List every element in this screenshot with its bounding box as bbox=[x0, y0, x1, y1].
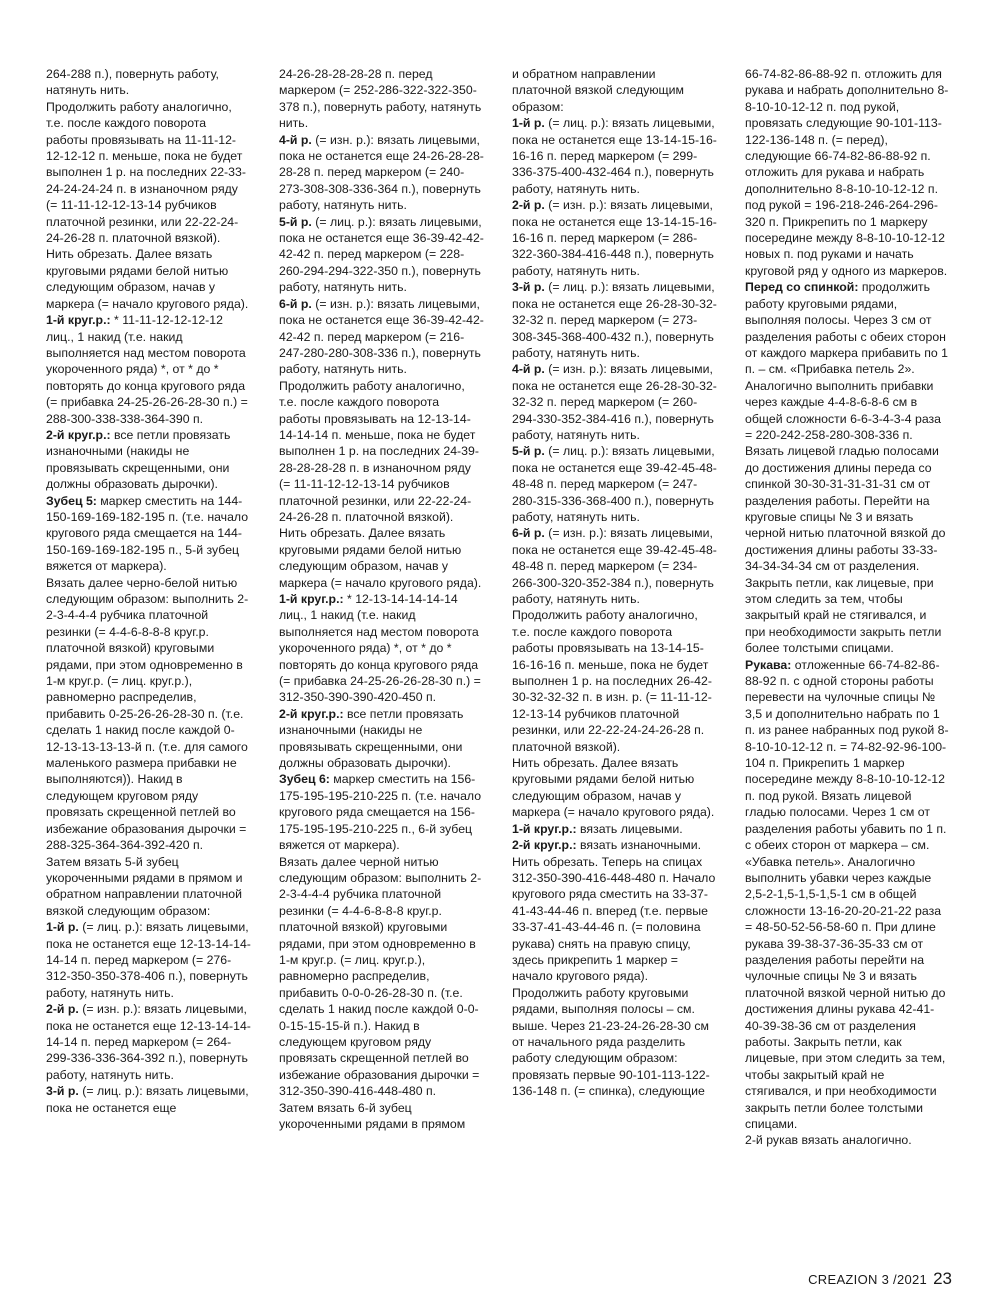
paragraph bbox=[512, 607, 717, 755]
paragraph bbox=[46, 1001, 251, 1083]
paragraph-heading: 4-й р. bbox=[279, 132, 312, 147]
text-columns bbox=[46, 66, 951, 1266]
paragraph-heading: 5-й р. bbox=[512, 444, 545, 459]
paragraph-text: (= лиц. р.): вязать лицевыми, пока не останется еще 13-14-15-16-16-16 п. перед маркером (= 299-336-375-400-432-464 п.), повернуть работу, натянуть нить. bbox=[512, 116, 717, 196]
paragraph-heading: 1-й р. bbox=[512, 116, 545, 131]
paragraph bbox=[46, 427, 251, 493]
paragraph-text: (= изн. р.): вязать лицевыми, пока не останется еще 24-26-28-28-28-28 п. перед маркером (= 240-273-308-308-336-364 п.), повернуть работу, натянуть нить. bbox=[279, 132, 484, 213]
paragraph bbox=[279, 706, 484, 772]
paragraph bbox=[512, 985, 717, 1100]
paragraph-text: маркер сместить на 144-150-169-169-182-195 п. (т.е. начало кругового ряда смещается на 144-150-169-169-182-195 п., 5-й зубец вяжется от маркера). bbox=[46, 493, 249, 574]
paragraph-text: Затем вязать 5-й зубец укороченными рядами в прямом и обратном направлении платочной вязкой следующим образом: bbox=[46, 854, 243, 918]
paragraph-text: маркер сместить на 156-175-195-195-210-225 п. (т.е. начало кругового ряда смещается на 156-175-195-195-210-225 п., 6-й зубец вяжется от маркера). bbox=[279, 772, 482, 853]
magazine-issue: CREAZION 3 /2021 bbox=[808, 1272, 928, 1287]
paragraph-heading: Зубец 5: bbox=[46, 493, 97, 508]
text-column-3 bbox=[512, 66, 717, 1100]
paragraph-text: * 12-13-14-14-14-14 лиц., 1 накид (т.е. накид выполняется над местом поворота укороченного ряда) *, от * до * повторять до конца кругового ряда (= прибавка 24-25-26-26-28-30 п.) = 312-350-390-390-420-450 п. bbox=[279, 592, 481, 705]
paragraph bbox=[512, 279, 717, 361]
paragraph bbox=[46, 575, 251, 854]
paragraph-text: (= лиц. р.): вязать лицевыми, пока не останется еще 36-39-42-42-42-42 п. перед маркером (= 228-260-294-294-322-350 п.), повернуть работу, натянуть нить. bbox=[279, 214, 484, 295]
paragraph-heading: 3-й р. bbox=[512, 280, 545, 295]
paragraph bbox=[46, 1083, 251, 1116]
paragraph-text: 66-74-82-86-88-92 п. отложить для рукава и набрать дополнительно 8-8-10-10-12-12 п. под рукой, провязать следующие 90-101-113-122-136-148 п. (= перед), следующие 66-74-82-86-88-92 п. отложить для рукава и набрать дополнительно 8-8-10-10-12-12 п. под рукой = 196-218-246-264-296-320 п. Прикрепить по 1 маркеру посередине между 8-8-10-10-12-12 новых п. под руками и начать круговой ряд у одного из маркеров. bbox=[745, 67, 949, 278]
text-column-2 bbox=[279, 66, 484, 1132]
paragraph-text: (= лиц. р.): вязать лицевыми, пока не останется еще bbox=[46, 1084, 249, 1115]
paragraph-heading: 2-й круг.р.: bbox=[512, 838, 577, 853]
paragraph bbox=[745, 66, 950, 279]
paragraph bbox=[745, 657, 950, 1133]
paragraph bbox=[279, 854, 484, 1100]
paragraph-text: Нить обрезать. Далее вязать круговыми рядами белой нитью следующим образом, начав у маркера (= начало кругового ряда). bbox=[46, 247, 249, 311]
text-column-1 bbox=[46, 66, 251, 1116]
paragraph bbox=[512, 66, 717, 115]
paragraph-text: Продолжить работу аналогично, т.е. после каждого поворота работы провязывать на 12-13-14-14-14-14 п. меньше, пока не будет выполнен 1 р. на последних 24-39-28-28-28-28 п. в изнаночном ряду (= 11-11-12-12-13-14 рубчиков платочной резинки, или 22-22-24-24-26-28 п. платочной вязкой). bbox=[279, 378, 479, 524]
paragraph-text: все петли провязать изнаночными (накиды не провязывать скрещенными, они должны образовать дырочки). bbox=[46, 427, 231, 492]
paragraph bbox=[279, 525, 484, 591]
paragraph-text: вязать лицевыми. bbox=[576, 821, 683, 836]
paragraph bbox=[512, 443, 717, 525]
paragraph bbox=[745, 1132, 950, 1148]
paragraph-heading: 4-й р. bbox=[512, 362, 545, 377]
paragraph bbox=[279, 66, 484, 132]
paragraph-text: Нить обрезать. Далее вязать круговыми рядами белой нитью следующим образом, начав у маркера (= начало кругового ряда). bbox=[512, 756, 715, 820]
paragraph-text: (= изн. р.): вязать лицевыми, пока не останется еще 13-14-15-16-16-16 п. перед маркером (= 286-322-360-384-416-448 п.), повернуть работу, натянуть нить. bbox=[512, 198, 717, 278]
paragraph-text: 2-й рукав вязать аналогично. bbox=[745, 1133, 912, 1148]
paragraph-heading: Перед со спинкой: bbox=[745, 280, 859, 295]
paragraph-text: (= изн. р.): вязать лицевыми, пока не останется еще 36-39-42-42-42-42 п. перед маркером (= 216-247-280-280-308-336 п.), повернуть работу, натянуть нить. bbox=[279, 296, 484, 377]
paragraph bbox=[46, 919, 251, 1001]
paragraph bbox=[512, 854, 717, 985]
paragraph-text: (= изн. р.): вязать лицевыми, пока не останется еще 39-42-45-48-48-48 п. перед маркером (= 234-266-300-320-352-384 п.), повернуть работу, натянуть нить. bbox=[512, 526, 717, 606]
paragraph-heading: 6-й р. bbox=[279, 296, 312, 311]
paragraph-heading: 2-й р. bbox=[46, 1002, 79, 1017]
paragraph-heading: Зубец 6: bbox=[279, 772, 330, 787]
paragraph-text: (= лиц. р.): вязать лицевыми, пока не останется еще 26-28-30-32-32-32 п. перед маркером (= 273-308-345-368-400-432 п.), повернуть работу, натянуть нить. bbox=[512, 280, 717, 360]
paragraph-text: Продолжить работу аналогично, т.е. после каждого поворота работы провязывать на 11-11-12-12-12-12 п. меньше, пока не будет выполнен 1 р. на последних 22-33-24-24-24-24 п. в изнаночном ряду (= 11-11-12-12-13-14 рубчиков платочной резинки, или 22-22-24-24-26-28 п. платочной вязкой). bbox=[46, 99, 246, 246]
paragraph-text: Продолжить работу аналогично, т.е. после каждого поворота работы провязывать на 13-14-15-16-16-16 п. меньше, пока не будет выполнен 1 р. на последних 26-42-30-32-32-32 п. в изн. р. (= 11-11-12-12-13-14 рубчиков платочной резинки, или 22-22-24-24-26-28 п. платочной вязкой). bbox=[512, 608, 712, 754]
paragraph-text: (= изн. р.): вязать лицевыми, пока не останется еще 12-13-14-14-14-14 п. перед маркером (= 264-299-336-336-364-392 п.), повернуть работу, натянуть нить. bbox=[46, 1002, 251, 1082]
paragraph-text: (= изн. р.): вязать лицевыми, пока не останется еще 26-28-30-32-32-32 п. перед маркером (= 260-294-330-352-384-416 п.), повернуть работу, натянуть нить. bbox=[512, 362, 717, 442]
paragraph bbox=[745, 279, 950, 656]
paragraph bbox=[279, 771, 484, 853]
paragraph-text: все петли провязать изнаночными (накиды не провязывать скрещенными, они должны образовать дырочки). bbox=[279, 706, 464, 771]
paragraph bbox=[512, 821, 717, 837]
paragraph bbox=[512, 837, 717, 853]
paragraph bbox=[512, 525, 717, 607]
paragraph bbox=[279, 378, 484, 526]
paragraph-heading: 3-й р. bbox=[46, 1084, 79, 1099]
paragraph bbox=[46, 854, 251, 920]
paragraph bbox=[512, 197, 717, 279]
paragraph-text: Затем вязать 6-й зубец укороченными рядами в прямом bbox=[279, 1100, 466, 1131]
paragraph-text: * 11-11-12-12-12-12 лиц., 1 накид (т.е. накид выполняется над местом поворота укороченного ряда) *, от * до * повторять до конца кругового ряда (= прибавка 24-25-26-26-28-30 п.) = 288-300-338-338-364-390 п. bbox=[46, 313, 248, 426]
paragraph-heading: 2-й круг.р.: bbox=[46, 427, 111, 442]
paragraph-text: и обратном направлении платочной вязкой следующим образом: bbox=[512, 67, 685, 114]
paragraph-text: отложенные 66-74-82-86-88-92 п. с одной стороны работы перевести на чулочные спицы № 3,5 и дополнительно набрать по 1 п. из ранее набранных под рукой 8-8-10-10-12-12 п. = 74-82-92-96-100-104 п. Прикрепить 1 маркер посередине между 8-8-10-10-12-12 п. под рукой. Вязать лицевой гладью полосами. Через 1 см от разделения работы убавить по 1 п. с обеих сторон от маркера – см. «Убавка петель». Аналогично выполнить убавки через каждые 2,5-2-1,5-1,5-1,5-1 см в общей сложности 13-16-20-20-21-22 раза = 48-50-52-56-58-60 п. При длине рукава 39-38-37-36-35-33 см от разделения работы перейти на чулочные спицы № 3 и вязать платочной вязкой черной нитью до достижения длины рукава 42-41-40-39-38-36 см от разделения работы. Закрыть петли, как лицевые, при этом следить за тем, чтобы закрытый край не стягивался, и при необходимости закрыть петли более толстыми спицами. bbox=[745, 657, 949, 1131]
paragraph-text: 264-288 п.), повернуть работу, натянуть нить. bbox=[46, 67, 219, 98]
paragraph bbox=[512, 755, 717, 821]
paragraph bbox=[512, 115, 717, 197]
paragraph-heading: 1-й р. bbox=[46, 920, 79, 935]
paragraph bbox=[279, 591, 484, 706]
paragraph-text: Продолжить работу круговыми рядами, выполняя полосы – см. выше. Через 21-23-24-26-28-30 см от начального ряда разделить работу следующим образом: провязать первые 90-101-113-122-136-148 п. (= спинка), следующие bbox=[512, 985, 710, 1099]
text-column-4 bbox=[745, 66, 950, 1149]
paragraph bbox=[46, 66, 251, 99]
paragraph-heading: Рукава: bbox=[745, 657, 792, 672]
paragraph-text: Вязать далее черной нитью следующим образом: выполнить 2-2-3-4-4-4 рубчика платочной резинки (= 4-4-6-8-8-8 круг.р. платочной вязкой) круговыми рядами, при этом одновременно в 1-м круг.р. (= лиц. круг.р.), равномерно распределив, прибавить 0-0-0-26-28-30 п. (т.е. сделать 1 накид после каждой 0-0-0-15-15-15-й п.). Накид в следующем круговом ряду провязать скрещенной петлей во избежание образования дырочки = 312-350-390-416-448-480 п. bbox=[279, 854, 482, 1099]
page-footer bbox=[808, 1269, 952, 1289]
paragraph-text: Вязать далее черно-белой нитью следующим образом: выполнить 2-2-3-4-4-4 рубчика платочной резинки (= 4-4-6-8-8-8 круг.р. платочной вязкой) круговыми рядами, при этом одновременно в 1-м круг.р. (= лиц. круг.р.), равномерно распределив, прибавить 0-25-26-26-28-30 п. (т.е. сделать 1 накид после каждой 0-12-13-13-13-13-й п. (т.е. для самого маленького размера прибавки не выполняются)). Накид в следующем круговом ряду провязать скрещенной петлей во избежание образования дырочки = 288-325-364-364-392-420 п. bbox=[46, 575, 249, 853]
paragraph bbox=[279, 214, 484, 296]
paragraph-text: (= лиц. р.): вязать лицевыми, пока не останется еще 12-13-14-14-14-14 п. перед маркером (= 276-312-350-350-378-406 п.), повернуть работу, натянуть нить. bbox=[46, 920, 251, 1000]
page-number: 23 bbox=[933, 1269, 952, 1288]
paragraph-heading: 6-й р. bbox=[512, 526, 545, 541]
paragraph-heading: 1-й круг.р.: bbox=[512, 821, 577, 836]
paragraph bbox=[46, 493, 251, 575]
paragraph-heading: 2-й р. bbox=[512, 198, 545, 213]
paragraph-heading: 1-й круг.р.: bbox=[46, 313, 111, 328]
paragraph bbox=[46, 99, 251, 247]
paragraph-heading: 1-й круг.р.: bbox=[279, 592, 344, 606]
paragraph bbox=[279, 132, 484, 214]
paragraph bbox=[46, 246, 251, 312]
paragraph-text: 24-26-28-28-28-28 п. перед маркером (= 252-286-322-322-350-378 п.), повернуть работу, натянуть нить. bbox=[279, 67, 482, 131]
paragraph bbox=[46, 312, 251, 427]
paragraph-text: продолжить работу круговыми рядами, выполняя полосы. Через 3 см от разделения работы с обеих сторон от каждого маркера прибавить по 1 п. – см. «Прибавка петель 2». Аналогично выполнить прибавки через каждые 4-4-8-6-8-6 см в общей сложности 6-6-3-4-3-4 раза = 220-242-258-280-308-336 п. Вязать лицевой гладью полосами до достижения длины переда со спинкой 30-30-31-31-31-31 см от разделения работы. Перейти на круговые спицы № 3 и вязать черной нитью платочной вязкой до достижения длины работы 33-33-34-34-34-34 см от разделения. Закрыть петли, как лицевые, при этом следить за тем, чтобы закрытый край не стягивался, и при необходимости закрыть петли более толстыми спицами. bbox=[745, 280, 948, 656]
paragraph bbox=[512, 361, 717, 443]
paragraph-text: вязать изнаночными. bbox=[576, 838, 701, 853]
paragraph-heading: 5-й р. bbox=[279, 214, 312, 229]
paragraph-text: Нить обрезать. Далее вязать круговыми рядами белой нитью следующим образом, начав у маркера (= начало кругового ряда). bbox=[279, 526, 482, 590]
paragraph-text: Нить обрезать. Теперь на спицах 312-350-390-416-448-480 п. Начало кругового ряда сместить на 33-37-41-43-44-46 п. вперед (т.е. первые 33-37-41-43-44-46 п. (= половина рукава) снять на правую спицу, здесь прикрепить 1 маркер = начало кругового ряда). bbox=[512, 854, 716, 984]
paragraph bbox=[279, 296, 484, 378]
paragraph-text: (= лиц. р.): вязать лицевыми, пока не останется еще 39-42-45-48-48-48 п. перед маркером (= 247-280-315-336-368-400 п.), повернуть работу, натянуть нить. bbox=[512, 444, 717, 524]
paragraph bbox=[279, 1100, 484, 1133]
paragraph-heading: 2-й круг.р.: bbox=[279, 706, 344, 721]
